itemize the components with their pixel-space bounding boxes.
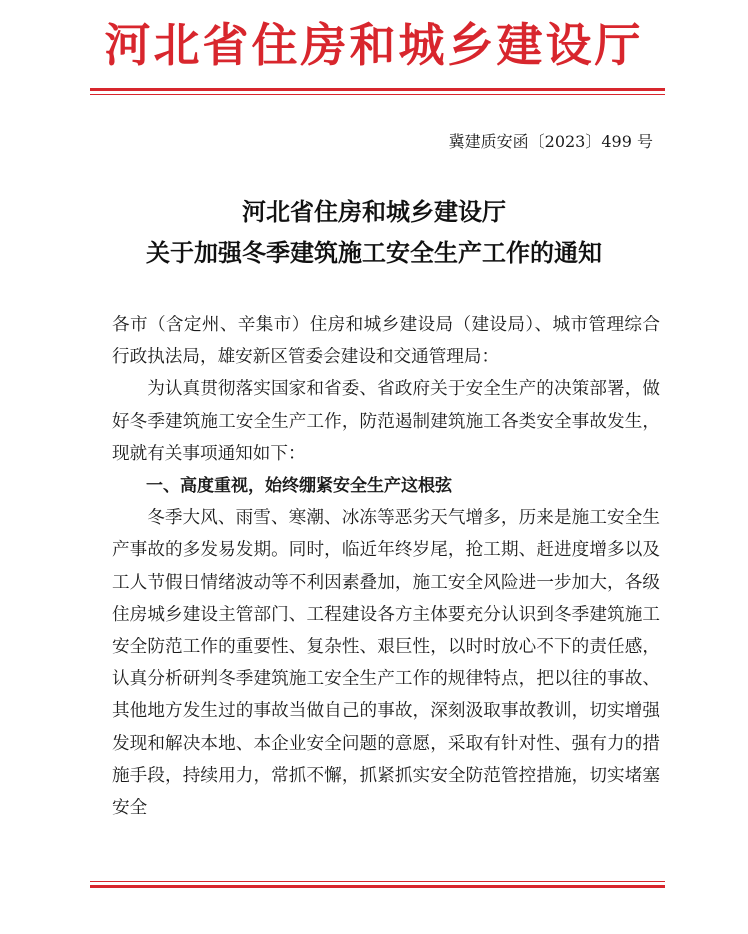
footer-red-rule-thick	[90, 885, 665, 888]
addressee-paragraph: 各市（含定州、辛集市）住房和城乡建设局（建设局）、城市管理综合行政执法局，雄安新区管委会建设和交通管理局：	[112, 315, 660, 368]
intro-paragraph: 为认真贯彻落实国家和省委、省政府关于安全生产的决策部署，做好冬季建筑施工安全生产工作，防范遏制建筑施工各类安全事故发生，现就有关事项通知如下：	[112, 379, 660, 464]
document-body	[112, 309, 660, 824]
document-number: 冀建质安函〔2023〕499 号	[448, 132, 653, 151]
document-title-line-2: 关于加强冬季建筑施工安全生产工作的通知	[146, 238, 602, 267]
section-1-heading: 一、高度重视，始终绷紧安全生产这根弦	[146, 476, 452, 497]
letterhead-agency-name: 河北省住房和城乡建设厅	[104, 18, 644, 72]
letterhead-red-rule-thick	[90, 88, 665, 91]
footer-red-rule-thin	[90, 881, 665, 882]
section-1-paragraph: 冬季大风、雨雪、寒潮、冰冻等恶劣天气增多，历来是施工安全生产事故的多发易发期。同时，临近年终岁尾，抢工期、赶进度增多以及工人节假日情绪波动等不利因素叠加，施工安全风险进一步加大，各级住房城乡建设主管部门、工程建设各方主体要充分认识到冬季建筑施工安全防范工作的重要性、复杂性、艰巨性，以时时放心不下的责任感，认真分析研判冬季建筑施工安全生产工作的规律特点，把以往的事故、其他地方发生过的事故当做自己的事故，深刻汲取事故教训，切实增强发现和解决本地、本企业安全问题的意愿，采取有针对性、强有力的措施手段，持续用力，常抓不懈，抓紧抓实安全防范管控措施，切实堵塞安全	[112, 508, 660, 819]
document-title-line-1: 河北省住房和城乡建设厅	[242, 197, 506, 226]
letterhead-red-rule-thin	[90, 94, 665, 95]
